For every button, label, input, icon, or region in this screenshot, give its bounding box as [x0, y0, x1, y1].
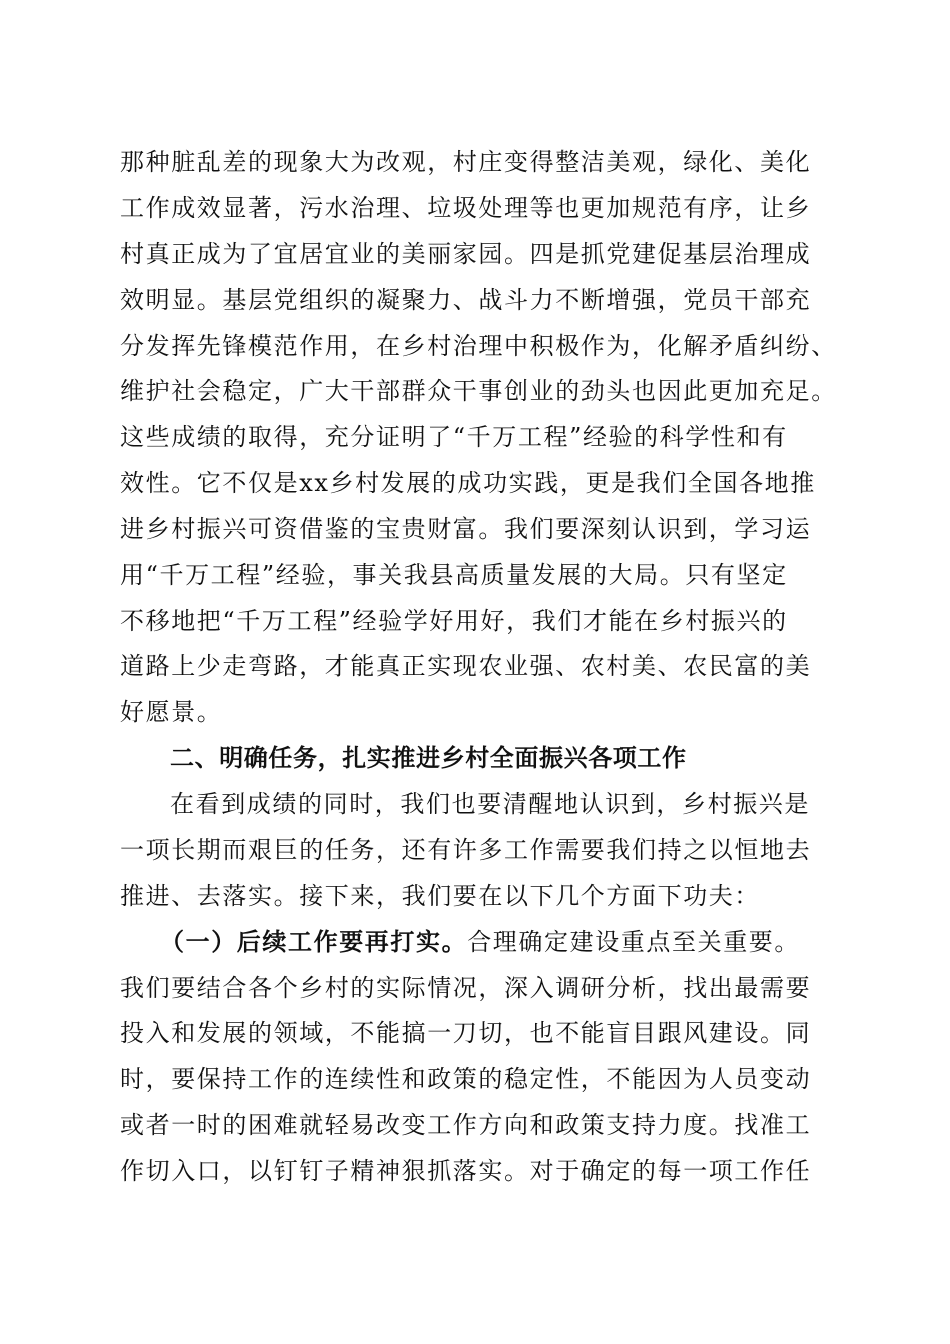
paragraph-line: 作切入口，以钉钉子精神狠抓落实。对于确定的每一项工作任 — [120, 1157, 812, 1185]
section-heading: 二、明确任务，扎实推进乡村全面振兴各项工作 — [170, 744, 687, 772]
paragraph-line: 一项长期而艰巨的任务，还有许多工作需要我们持之以恒地去 — [120, 836, 812, 864]
paragraph-line: 这些成绩的取得，充分证明了“千万工程”经验的科学性和有 — [120, 423, 788, 451]
paragraph-line: 时，要保持工作的连续性和政策的稳定性，不能因为人员变动 — [120, 1065, 812, 1093]
paragraph-line: 效明显。基层党组织的凝聚力、战斗力不断增强，党员干部充 — [120, 286, 812, 314]
subsection-heading: （一）后续工作要再打实。 — [160, 928, 468, 956]
paragraph-line: 道路上少走弯路，才能真正实现农业强、农村美、农民富的美 — [120, 652, 812, 680]
paragraph-line: 维护社会稳定，广大干部群众干事创业的劲头也因此更加充足。 — [120, 377, 837, 405]
paragraph-line: 工作成效显著，污水治理、垃圾处理等也更加规范有序，让乡 — [120, 194, 812, 222]
paragraph-line: 推进、去落实。接下来，我们要在以下几个方面下功夫： — [120, 882, 760, 910]
paragraph-line: 那种脏乱差的现象大为改观，村庄变得整洁美观，绿化、美化 — [120, 148, 812, 176]
paragraph-line: 在看到成绩的同时，我们也要清醒地认识到，乡村振兴是 — [170, 790, 810, 818]
paragraph-line: 或者一时的困难就轻易改变工作方向和政策支持力度。找准工 — [120, 1111, 812, 1139]
subsection-text: 合理确定建设重点至关重要。 — [467, 928, 801, 956]
subsection-first-line — [160, 925, 800, 959]
paragraph-line: 效性。它不仅是xx乡村发展的成功实践，更是我们全国各地推 — [120, 469, 816, 497]
paragraph-line: 好愿景。 — [120, 698, 223, 726]
paragraph-line: 村真正成为了宜居宜业的美丽家园。四是抓党建促基层治理成 — [120, 240, 812, 268]
paragraph-line: 我们要结合各个乡村的实际情况，深入调研分析，找出最需要 — [120, 974, 812, 1002]
paragraph-line: 不移地把“千万工程”经验学好用好，我们才能在乡村振兴的 — [120, 607, 788, 635]
paragraph-line: 投入和发展的领域，不能搞一刀切，也不能盲目跟风建设。同 — [120, 1019, 812, 1047]
paragraph-line: 用“千万工程”经验，事关我县高质量发展的大局。只有坚定 — [120, 561, 788, 589]
paragraph-line: 分发挥先锋模范作用，在乡村治理中积极作为，化解矛盾纠纷、 — [120, 332, 837, 360]
paragraph-line: 进乡村振兴可资借鉴的宝贵财富。我们要深刻认识到，学习运 — [120, 515, 812, 543]
